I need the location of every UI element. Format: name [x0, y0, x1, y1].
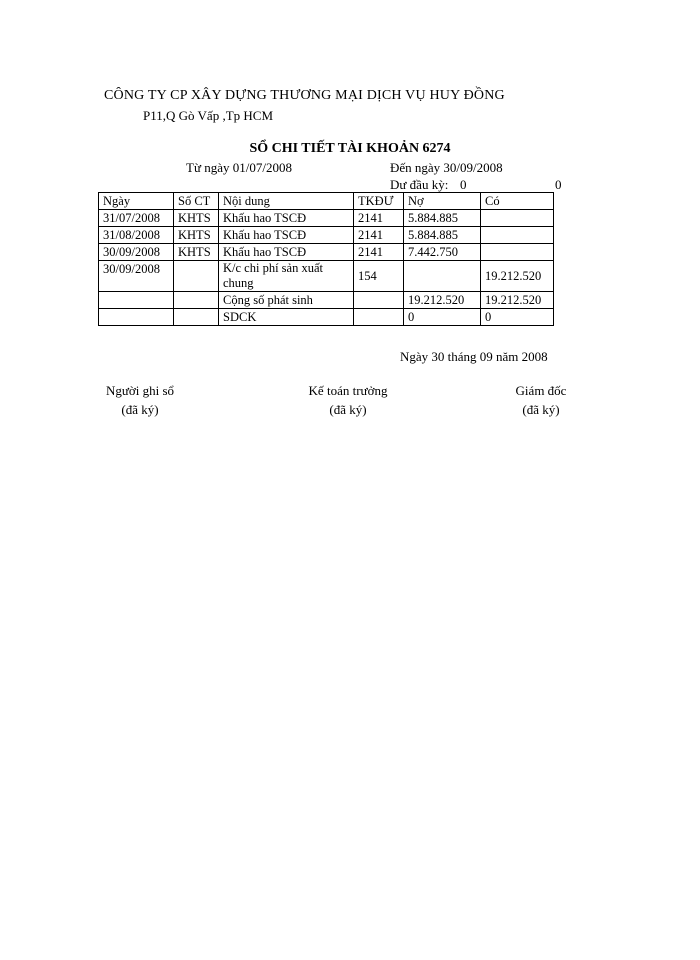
signature-status: (đã ký) — [522, 402, 560, 417]
cell-date: 31/08/2008 — [99, 227, 174, 244]
period-to: Đến ngày 30/09/2008 — [390, 160, 503, 175]
company-name: CÔNG TY CP XÂY DỰNG THƯƠNG MẠI DỊCH VỤ HUY ĐỒNG — [104, 88, 505, 103]
signature-status: (đã ký) — [329, 402, 367, 417]
signature-chief-accountant — [300, 383, 396, 418]
cell-debit: 5.884.885 — [404, 227, 481, 244]
cell-credit — [481, 227, 554, 244]
header-date: Ngày — [99, 193, 174, 210]
header-doc: Số CT — [174, 193, 219, 210]
cell-contra-account: 2141 — [354, 244, 404, 261]
cell-doc: KHTS — [174, 244, 219, 261]
total-row — [99, 292, 554, 309]
cell-doc: KHTS — [174, 210, 219, 227]
table-row — [99, 227, 554, 244]
header-description: Nội dung — [219, 193, 354, 210]
cell-debit: 5.884.885 — [404, 210, 481, 227]
cell-description: Khấu hao TSCĐ — [219, 210, 354, 227]
opening-balance-debit: 0 — [460, 177, 467, 192]
table-row — [99, 244, 554, 261]
cell-doc: KHTS — [174, 227, 219, 244]
closing-credit: 0 — [481, 309, 554, 326]
cell-debit: 7.442.750 — [404, 244, 481, 261]
cell-contra-account: 154 — [354, 261, 404, 292]
total-debit: 19.212.520 — [404, 292, 481, 309]
closing-row — [99, 309, 554, 326]
ledger-table — [98, 192, 554, 326]
signature-status: (đã ký) — [121, 402, 159, 417]
cell-description: Khấu hao TSCĐ — [219, 244, 354, 261]
table-row — [99, 210, 554, 227]
total-credit: 19.212.520 — [481, 292, 554, 309]
closing-debit: 0 — [404, 309, 481, 326]
cell-date: 30/09/2008 — [99, 261, 174, 292]
closing-label: SDCK — [219, 309, 354, 326]
company-address: P11,Q Gò Vấp ,Tp HCM — [143, 108, 274, 123]
cell-contra-account: 2141 — [354, 210, 404, 227]
signature-role: Giám đốc — [515, 383, 567, 398]
cell-credit: 19.212.520 — [481, 261, 554, 292]
cell-date: 31/07/2008 — [99, 210, 174, 227]
opening-balance-label: Dư đầu kỳ: — [390, 177, 449, 192]
header-credit: Có — [481, 193, 554, 210]
signature-director — [505, 383, 577, 418]
table-header-row — [99, 193, 554, 210]
signature-role: Kế toán trưởng — [308, 383, 388, 398]
cell-credit — [481, 244, 554, 261]
cell-description: Khấu hao TSCĐ — [219, 227, 354, 244]
signing-date: Ngày 30 tháng 09 năm 2008 — [400, 349, 548, 364]
cell-contra-account: 2141 — [354, 227, 404, 244]
table-row — [99, 261, 554, 292]
opening-balance-credit: 0 — [555, 177, 562, 192]
header-contra-account: TKĐƯ — [354, 193, 404, 210]
cell-credit — [481, 210, 554, 227]
total-label: Cộng số phát sinh — [219, 292, 354, 309]
signature-bookkeeper — [100, 383, 180, 418]
page-title: SỔ CHI TIẾT TÀI KHOẢN 6274 — [249, 141, 451, 156]
signature-role: Người ghi sổ — [105, 383, 175, 398]
cell-date: 30/09/2008 — [99, 244, 174, 261]
cell-doc — [174, 261, 219, 292]
cell-debit — [404, 261, 481, 292]
cell-description: K/c chi phí sản xuất chung — [219, 261, 354, 292]
header-debit: Nợ — [404, 193, 481, 210]
period-from: Từ ngày 01/07/2008 — [186, 160, 292, 175]
